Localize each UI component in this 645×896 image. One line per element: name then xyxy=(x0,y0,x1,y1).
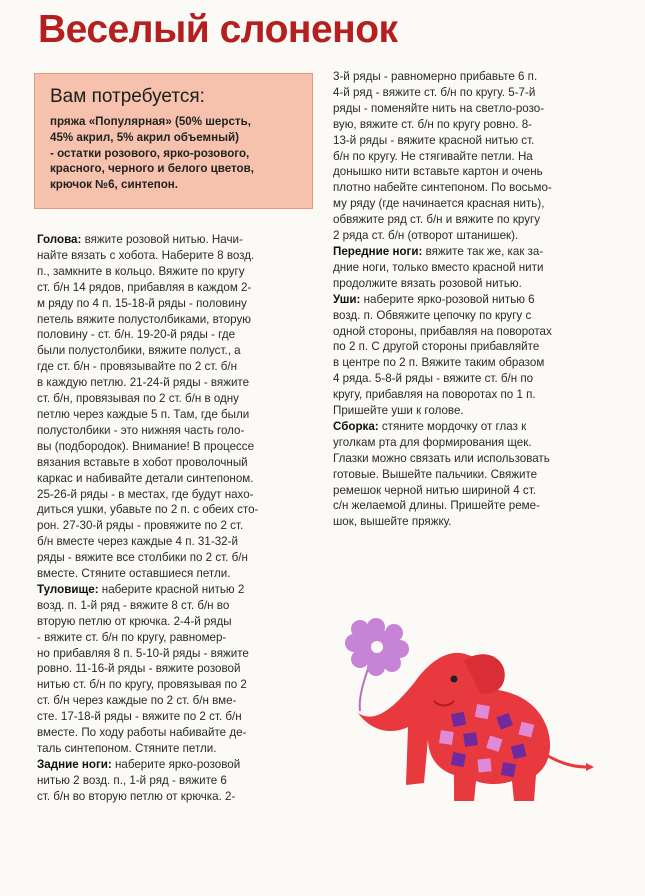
text-line: в каждую петлю. 21-24-й ряды - вяжите xyxy=(37,376,250,390)
materials-line: - остатки розового, ярко-розового, xyxy=(50,146,250,160)
section-label: Голова: xyxy=(37,233,82,246)
text-line: с/н желаемой длины. Пришейте реме- xyxy=(333,499,540,513)
text-line: му ряду (где начинается красная нить), xyxy=(333,197,545,211)
text-line: петлю через каждые 5 п. Там, где были xyxy=(37,407,250,421)
text-line: 3-й ряды - равномерно прибавьте 6 п. xyxy=(333,70,538,83)
text-line: м ряду по 4 п. 15-18-й ряды - половину xyxy=(37,296,247,310)
text-line: б/н по кругу. Не стягивайте петли. На xyxy=(333,149,533,163)
text-line: таль синтепоном. Стяните петли. xyxy=(37,742,217,755)
materials-line: 45% акрил, 5% акрил объемный) xyxy=(50,130,240,144)
flower-icon xyxy=(345,618,409,711)
text-line: одной стороны, прибавляя на поворотах xyxy=(333,324,552,338)
materials-list xyxy=(50,114,302,193)
text-line: шок, вышейте пряжку. xyxy=(333,515,452,529)
text-line: 2 ряда ст. б/н (отворот штанишек). xyxy=(333,229,519,243)
text-line: в центре по 2 п. Вяжите таким образом xyxy=(333,356,545,370)
text-line: б/н вместе через каждые 4 п. 31-32-й xyxy=(37,535,238,549)
text-line: Уши: наберите ярко-розовой нитью 6 xyxy=(333,292,535,306)
text-line: продолжите вязать розовой нитью. xyxy=(333,276,522,290)
text-line: 25-26-й ряды - в местах, где будут нахо- xyxy=(37,487,254,501)
text-line: но прибавляя 8 п. 5-10-й ряды - вяжите xyxy=(37,646,249,660)
text-line: по 2 п. С другой стороны прибавляйте xyxy=(333,340,540,354)
text-line: где ст. б/н - провязывайте по 2 ст. б/н xyxy=(37,360,238,374)
text-line: каркас и набивайте детали синтепоном. xyxy=(37,471,254,485)
instructions-left-column xyxy=(37,232,317,805)
text-line: дние ноги, только вместо красной нити xyxy=(333,260,544,274)
text-line: 13-й ряды - вяжите красной нитью ст. xyxy=(333,133,535,147)
text-line: 4 ряда. 5-8-й ряды - вяжите ст. б/н по xyxy=(333,372,534,386)
text-line: донышко нити вставьте картон и очень xyxy=(333,165,543,179)
text-line: 4-й ряд - вяжите ст. б/н по кругу. 5-7-й xyxy=(333,85,536,99)
text-line: Пришейте уши к голове. xyxy=(333,404,464,418)
text-line: Задние ноги: наберите ярко-розовой xyxy=(37,757,241,771)
text-line: ровно. 11-16-й ряды - вяжите розовой xyxy=(37,662,241,676)
text-line: возд. п. 1-й ряд - вяжите 8 ст. б/н во xyxy=(37,598,230,612)
materials-line: красного, черного и белого цветов, xyxy=(50,162,254,176)
text-line: Голова: вяжите розовой нитью. Начи- xyxy=(37,233,243,246)
text-line: нитью ст. б/н по кругу, провязывая по 2 xyxy=(37,678,247,692)
text-line: вместе. Стяните оставшиеся петли. xyxy=(37,567,231,581)
text-line: ремешок черной нитью шириной 4 ст. xyxy=(333,483,536,497)
section-label: Туловище: xyxy=(37,582,99,596)
text-line: вую, вяжите ст. б/н по кругу ровно. 8- xyxy=(333,117,533,131)
materials-line: крючок №6, синтепон. xyxy=(50,178,179,192)
text-line: петель вяжите полустолбиками, вторую xyxy=(37,312,251,326)
text-line: ст. б/н через каждые по 2 ст. б/н вме- xyxy=(37,694,237,708)
text-line: половину - ст. б/н. 19-20-й ряды - где xyxy=(37,328,236,342)
text-line: ряды - поменяйте нить на светло-розо- xyxy=(333,101,545,115)
text-line: уголкам рта для формирования щек. xyxy=(333,435,532,449)
text-line: ст. б/н во вторую петлю от крючка. 2- xyxy=(37,789,236,803)
text-line: плотно набейте синтепоном. По восьмо- xyxy=(333,181,552,195)
text-line: ст. б/н, провязывая по 2 ст. б/н в одну xyxy=(37,392,239,406)
text-line: Передние ноги: вяжите так же, как за- xyxy=(333,244,544,258)
text-line: ст. б/н 14 рядов, прибавляя в каждом 2- xyxy=(37,280,252,294)
text-line: готовые. Вышейте пальчики. Свяжите xyxy=(333,467,538,481)
elephant-illustration xyxy=(336,605,602,810)
text-line: Глазки можно связать или использовать xyxy=(333,451,550,465)
materials-heading: Вам потребуется: xyxy=(50,86,205,107)
section-label: Задние ноги: xyxy=(37,757,112,771)
text-line: были полустолбики, вяжите полуст., а xyxy=(37,344,241,358)
text-line: найте вязать с хобота. Наберите 8 возд. xyxy=(37,248,255,262)
section-label: Уши: xyxy=(333,292,361,306)
section-label: Передние ноги: xyxy=(333,244,423,258)
text-line: обвяжите ряд ст. б/н и вяжите по кругу xyxy=(333,213,541,227)
text-line: вязания вставьте в хобот проволочный xyxy=(37,455,248,469)
text-line: п., замкните в кольцо. Вяжите по кругу xyxy=(37,264,245,278)
text-line: сте. 17-18-й ряды - вяжите по 2 ст. б/н xyxy=(37,710,242,724)
materials-line: пряжа «Популярная» (50% шерсть, xyxy=(50,115,251,128)
page-title: Веселый слоненок xyxy=(38,8,398,51)
text-line: вторую петлю от крючка. 2-4-й ряды xyxy=(37,614,232,628)
text-line: возд. п. Обвяжите цепочку по кругу с xyxy=(333,308,532,322)
text-line: вы (подбородок). Внимание! В процессе xyxy=(37,439,255,453)
text-line: кругу, прибавляя на поворотах по 1 п. xyxy=(333,388,536,402)
text-line: ряды - вяжите все столбики по 2 ст. б/н xyxy=(37,551,248,565)
materials-box xyxy=(34,73,313,209)
elephant-figure xyxy=(358,653,594,801)
text-line: - вяжите ст. б/н по кругу, равномер- xyxy=(37,630,227,644)
text-line: диться ушки, убавьте по 2 п. с обеих сто- xyxy=(37,503,259,517)
text-line: Туловище: наберите красной нитью 2 xyxy=(37,582,245,596)
text-line: Сборка: стяните мордочку от глаз к xyxy=(333,419,527,433)
text-line: рон. 27-30-й ряды - провяжите по 2 ст. xyxy=(37,519,244,533)
text-line: полустолбики - это нижняя часть голо- xyxy=(37,423,245,437)
instructions-right-column xyxy=(333,69,601,530)
text-line: нитью 2 возд. п., 1-й ряд - вяжите 6 xyxy=(37,773,227,787)
section-label: Сборка: xyxy=(333,419,379,433)
text-line: вместе. По ходу работы набивайте де- xyxy=(37,726,247,740)
